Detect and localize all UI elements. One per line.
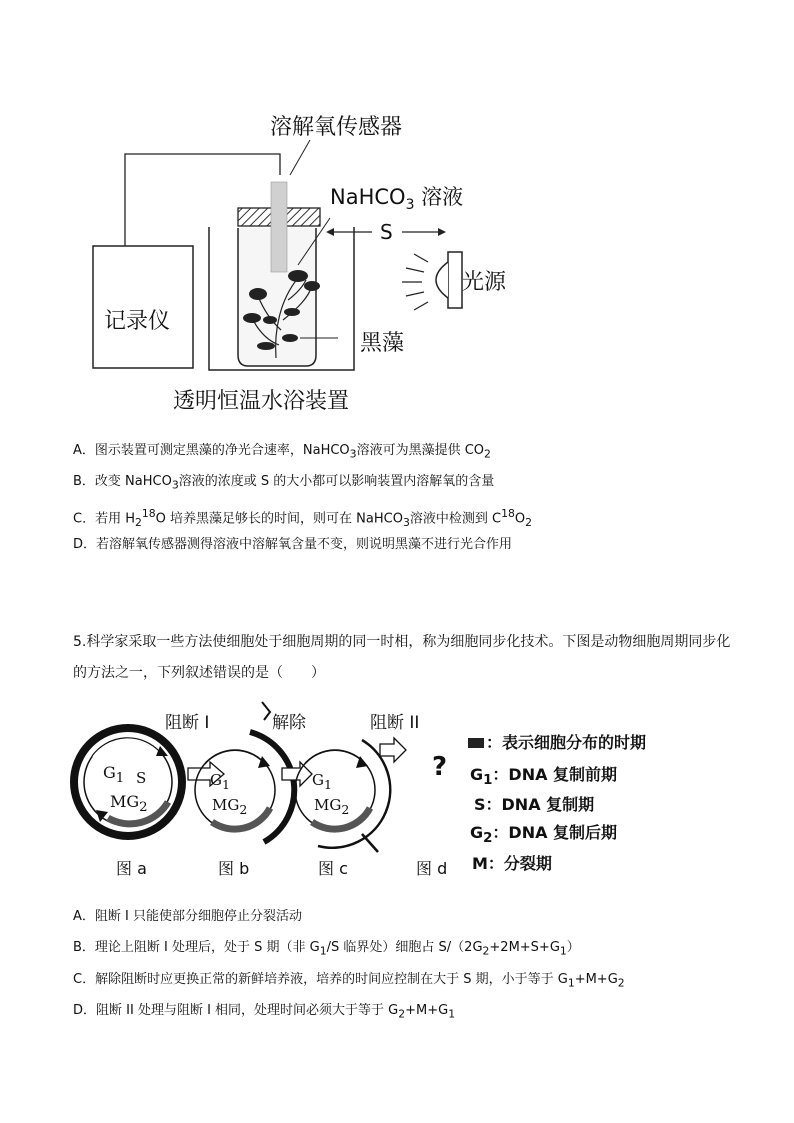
legend-s: S：DNA 复制期 xyxy=(474,795,595,814)
recorder-label: 记录仪 xyxy=(104,309,171,334)
apparatus-figure xyxy=(0,0,794,430)
question-mark: ? xyxy=(432,752,448,782)
cell-a-mg2: $MG_2$ xyxy=(110,792,148,816)
legend-m: M：分裂期 xyxy=(472,854,552,873)
cell-b-mg2: $MG_2$ xyxy=(212,796,248,817)
q4-option-a: A．图示装置可测定黑藻的净光合速率，NaHCO$_3$溶液可为黑藻提供 $CO_2$ xyxy=(73,443,491,461)
water-bath-label: 透明恒温水浴装置 xyxy=(173,389,350,414)
sensor-label: 溶解氧传感器 xyxy=(270,115,403,140)
cell-a-g1: $G_1$ xyxy=(103,763,125,787)
algae-leaf xyxy=(304,281,320,291)
legend-marker-text: ：表示细胞分布的时期 xyxy=(486,733,647,752)
legend-marker xyxy=(468,738,484,748)
algae-leaf xyxy=(243,313,261,323)
cycle-a xyxy=(74,728,182,836)
lamp-icon xyxy=(402,252,462,310)
q5-stem-line1: 5.科学家采取一些方法使细胞处于细胞周期的同一时相，称为细胞同步化技术。下图是动物细胞周期同步化 xyxy=(73,634,731,650)
q5-option-d: D．阻断 II 处理与阻断 I 相同，处理时间必须大于等于 $G_2+M+G_1$ xyxy=(73,1003,456,1021)
algae-leaf xyxy=(263,316,277,324)
cell-a-s: S xyxy=(136,769,147,787)
caption-d: 图 d xyxy=(416,859,448,878)
cell-c-g1: $G_1$ xyxy=(312,771,332,792)
block2-arrow xyxy=(380,738,406,762)
block1-label: 阻断 I xyxy=(165,713,210,733)
legend-g1: $G_1$：DNA 复制前期 xyxy=(470,765,618,789)
algae-leaf xyxy=(257,342,275,350)
q5-option-b: B．理论上阻断 I 处理后，处于 S 期（非 $G_1/S$ 临界处）细胞占 $S/(2G_2+2M+S+G_1)$ xyxy=(73,940,580,958)
cell-c-mg2: $MG_2$ xyxy=(314,796,350,817)
legend-g2: $G_2$：DNA 复制后期 xyxy=(470,823,618,847)
q5-option-a: A．阻断 I 只能使部分细胞停止分裂活动 xyxy=(73,909,302,924)
caption-c: 图 c xyxy=(318,859,348,878)
q5-stem-line2: 的方法之一，下列叙述错误的是（ ） xyxy=(73,665,325,681)
algae-leaf xyxy=(282,334,298,342)
plant-label: 黑藻 xyxy=(360,331,405,356)
q4-option-c: C．若用 $H_2^{18}O$ 培养黑藻足够长的时间，则可在 NaHCO$_3$溶液中检测到 $C^{18}O_2$ xyxy=(73,507,532,529)
q4-option-d: D．若溶解氧传感器测得溶液中溶解氧含量不变，则说明黑藻不进行光合作用 xyxy=(73,537,513,552)
block2-label: 阻断 II xyxy=(370,713,420,733)
distance-label: S xyxy=(380,220,393,244)
algae-leaf xyxy=(284,308,300,316)
oxygen-sensor-probe xyxy=(271,182,287,272)
solution-label: NaHCO$_3$ 溶液 xyxy=(330,185,464,214)
light-source-label: 光源 xyxy=(462,270,507,295)
algae-leaf xyxy=(249,288,267,300)
release-label: 解除 xyxy=(272,713,306,733)
sensor-leader xyxy=(290,140,310,175)
q5-option-c: C．解除阻断时应更换正常的新鲜培养液，培养的时间应控制在大于 S 期，小于等于 $G_1+M+G_2$ xyxy=(73,972,625,990)
cell-b-g1: $G_1$ xyxy=(210,771,230,792)
q4-option-b: B．改变 NaHCO$_3$溶液的浓度或 S 的大小都可以影响装置内溶解氧的含量 xyxy=(73,474,495,492)
caption-b: 图 b xyxy=(218,859,250,878)
caption-a: 图 a xyxy=(116,859,147,878)
algae-leaf xyxy=(288,270,308,282)
release-break xyxy=(262,702,270,720)
